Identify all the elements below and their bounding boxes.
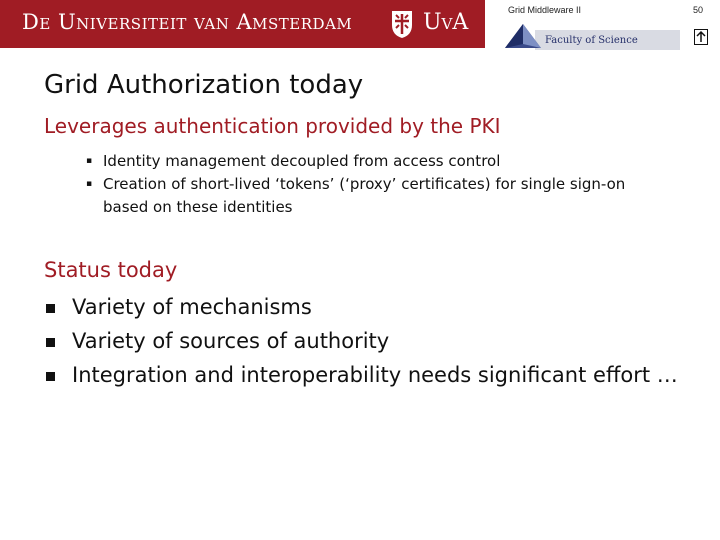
bullet-item (44, 292, 684, 323)
bullet-text: Integration and interoperability needs significant effort … (72, 363, 678, 387)
sub-bullet-text: Identity management decoupled from access control (103, 152, 501, 170)
university-crest-icon (389, 9, 415, 39)
sub-bullet-text: Creation of short-lived ‘tokens’ (‘proxy’ certificates) for single sign-on based on these identities (103, 175, 626, 216)
slide-subtitle: Leverages authentication provided by the PKI (44, 114, 501, 138)
course-title: Grid Middleware II (508, 5, 582, 15)
university-name: De Universiteit van Amsterdam (22, 10, 353, 34)
status-heading: Status today (44, 258, 178, 282)
sub-bullet-item (86, 173, 646, 219)
sub-bullet-item (86, 150, 646, 173)
small-square-bullet-icon: ▪ (86, 179, 93, 189)
slide-title: Grid Authorization today (44, 70, 364, 100)
square-bullet-icon (46, 338, 55, 347)
navigation-icon[interactable] (694, 29, 708, 45)
square-bullet-icon (46, 304, 55, 313)
uva-logo: UvA (423, 10, 469, 35)
main-bullet-list (44, 292, 684, 394)
bullet-item (44, 326, 684, 357)
faculty-logo (505, 22, 680, 50)
faculty-name: Faculty of Science (545, 35, 638, 46)
university-banner (0, 0, 485, 48)
small-square-bullet-icon: ▪ (86, 156, 93, 166)
bullet-item (44, 360, 684, 391)
square-bullet-icon (46, 372, 55, 381)
slide-number: 50 (693, 5, 704, 15)
bullet-text: Variety of sources of authority (72, 329, 390, 353)
sub-bullet-list (86, 150, 646, 219)
bullet-text: Variety of mechanisms (72, 295, 312, 319)
